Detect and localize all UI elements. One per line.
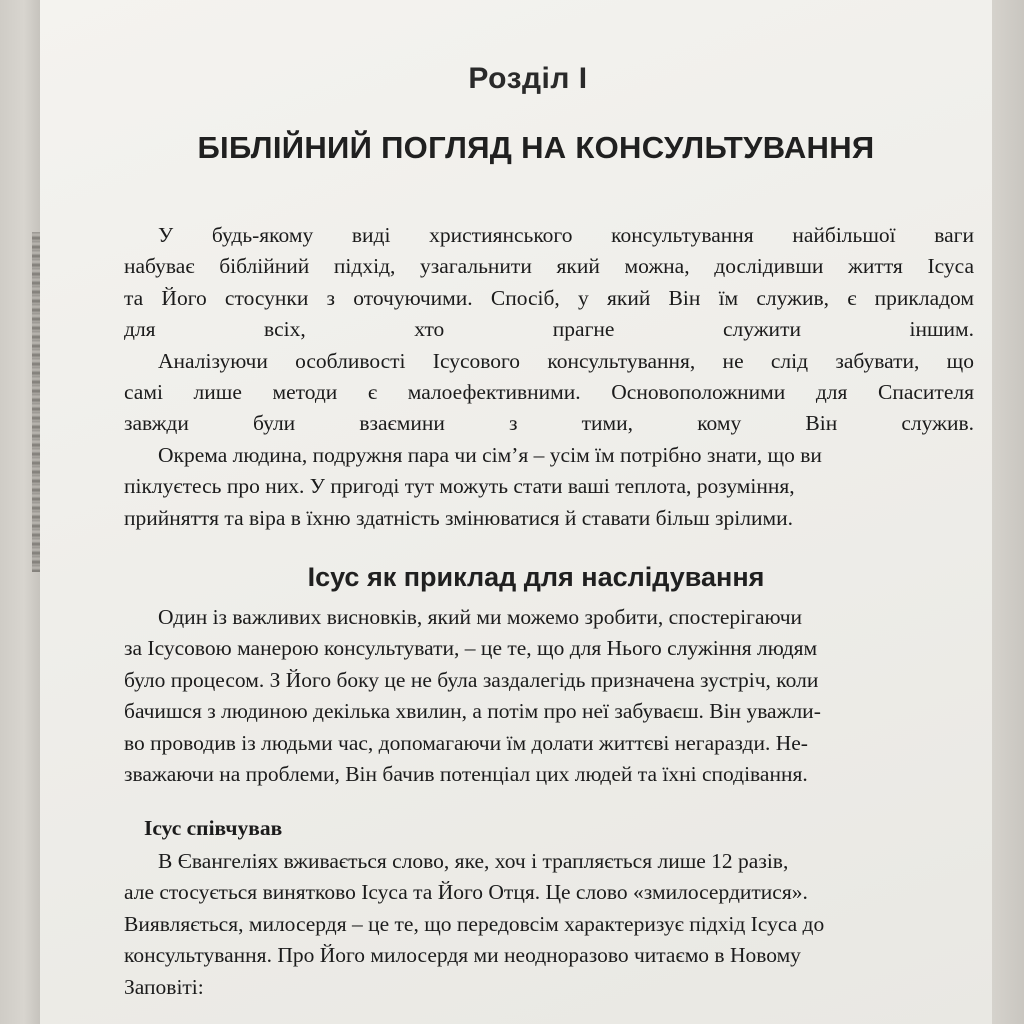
chapter-title: БІБЛІЙНИЙ ПОГЛЯД НА КОНСУЛЬТУВАННЯ xyxy=(197,130,875,165)
intro-paragraph-3 xyxy=(124,440,974,534)
text-line: У будь-якому виді християнського консультування найбільшої ваги xyxy=(158,223,974,247)
text-line: во проводив із людьми час, допомагаючи їм долати життєві негаразди. Не- xyxy=(124,730,808,755)
text-line: консультування. Про Його милосердя ми неодноразово читаємо в Новому xyxy=(124,943,801,968)
text-line: завжди були взаємини з тими, кому Він служив. xyxy=(124,411,974,436)
text-line: набуває біблійний підхід, узагальнити який можна, дослідивши життя Ісуса xyxy=(124,254,974,279)
background-right xyxy=(990,0,1024,1024)
text-line: Виявляється, милосердя – це те, що передовсім характеризує підхід Ісуса до xyxy=(124,911,825,936)
text-line: Окрема людина, подружня пара чи сім’я – усім їм потрібно знати, що ви xyxy=(158,442,822,467)
text-line: Один із важливих висновків, який ми можемо зробити, спостерігаючи xyxy=(158,605,803,629)
intro-text xyxy=(124,220,974,534)
intro-paragraph-1 xyxy=(124,220,974,346)
text-line: самі лише методи є малоефективними. Основоположними для Спасителя xyxy=(124,380,974,405)
section-text xyxy=(124,602,974,790)
subheading-paragraph xyxy=(124,846,974,1003)
text-line: за Ісусовою манерою консультувати, – це те, що для Нього служіння людям xyxy=(124,636,818,661)
section-title: Ісус як приклад для наслідування xyxy=(307,562,765,592)
text-line: В Євангеліях вживається слово, яке, хоч і трапляється лише 12 разів, xyxy=(158,849,789,873)
text-line: Аналізуючи особливості Ісусового консультування, не слід забувати, що xyxy=(158,348,974,373)
text-line: Заповіті: xyxy=(124,974,204,999)
book-page xyxy=(40,0,992,1024)
chapter-label: Розділ I xyxy=(468,62,588,95)
intro-paragraph-2 xyxy=(124,346,974,440)
text-line: бачишся з людиною декілька хвилин, а потім про неї забуваєш. Він уважли- xyxy=(124,699,821,724)
subheading: Ісус співчував xyxy=(144,816,283,840)
text-line: зважаючи на проблеми, Він бачив потенціал цих людей та їхні сподівання. xyxy=(124,762,808,787)
text-line: прийняття та віра в їхню здатність змінюватися й ставати більш зрілими. xyxy=(124,505,793,530)
text-line: але стосується винятково Ісуса та Його Отця. Це слово «змилосердитися». xyxy=(124,880,808,905)
section-paragraph xyxy=(124,602,974,790)
text-line: було процесом. З Його боку це не була заздалегідь призначена зустріч, коли xyxy=(124,667,819,692)
text-line: та Його стосунки з оточуючими. Спосіб, у який Він їм служив, є прикладом xyxy=(124,285,974,310)
text-line: піклуєтесь про них. У пригоді тут можуть стати ваші теплота, розуміння, xyxy=(124,474,795,499)
subheading-text xyxy=(124,846,974,1003)
text-line: для всіх, хто прагне служити іншим. xyxy=(124,317,974,342)
